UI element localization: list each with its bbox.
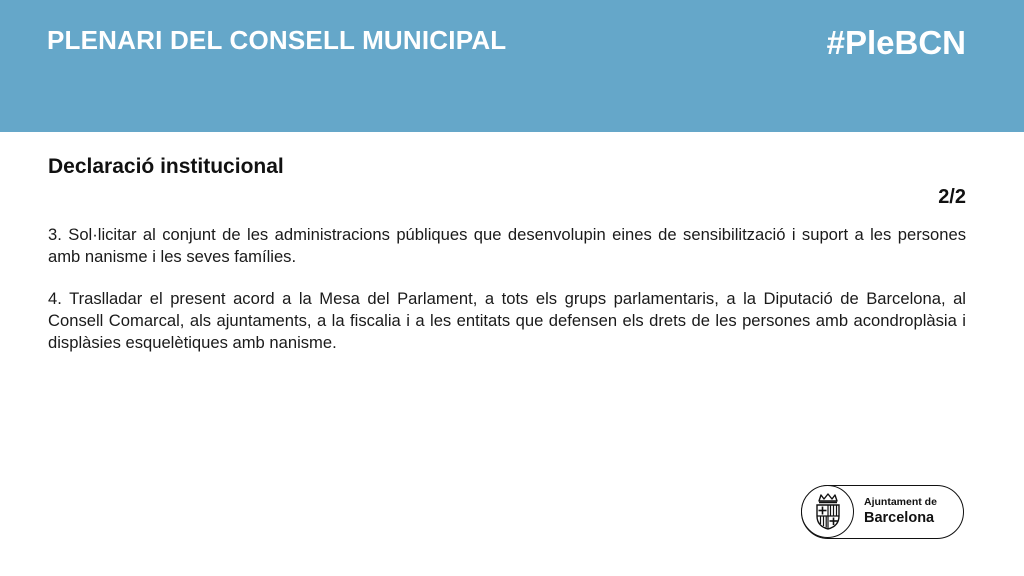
paragraph-3: 3. Sol·licitar al conjunt de les administracions públiques que desenvolupin eines de sensibilització i suport a les persones amb nanisme i les seves famílies. bbox=[48, 225, 966, 266]
logo-line-1: Ajuntament de bbox=[864, 496, 937, 508]
header-banner bbox=[0, 0, 1024, 132]
page-indicator: 2/2 bbox=[938, 186, 966, 208]
declaration-content bbox=[48, 224, 966, 374]
logo-text bbox=[864, 496, 937, 527]
hashtag: #PleBCN bbox=[826, 24, 966, 61]
logo-line-2: Barcelona bbox=[864, 510, 935, 526]
paragraph-4: 4. Traslladar el present acord a la Mesa del Parlament, a tots els grups parlamentaris, a la Diputació de Barcelona, al Consell Comarcal, als ajuntaments, a la fiscalia i a les entitats que defensen els drets de les persones amb acondroplàsia i displàsies esquelètiques amb nanisme. bbox=[48, 289, 966, 352]
section-title: Declaració institucional bbox=[48, 155, 284, 178]
ajuntament-logo bbox=[801, 485, 964, 539]
page-title: PLENARI DEL CONSELL MUNICIPAL bbox=[47, 25, 507, 55]
coat-of-arms-icon bbox=[801, 485, 854, 538]
